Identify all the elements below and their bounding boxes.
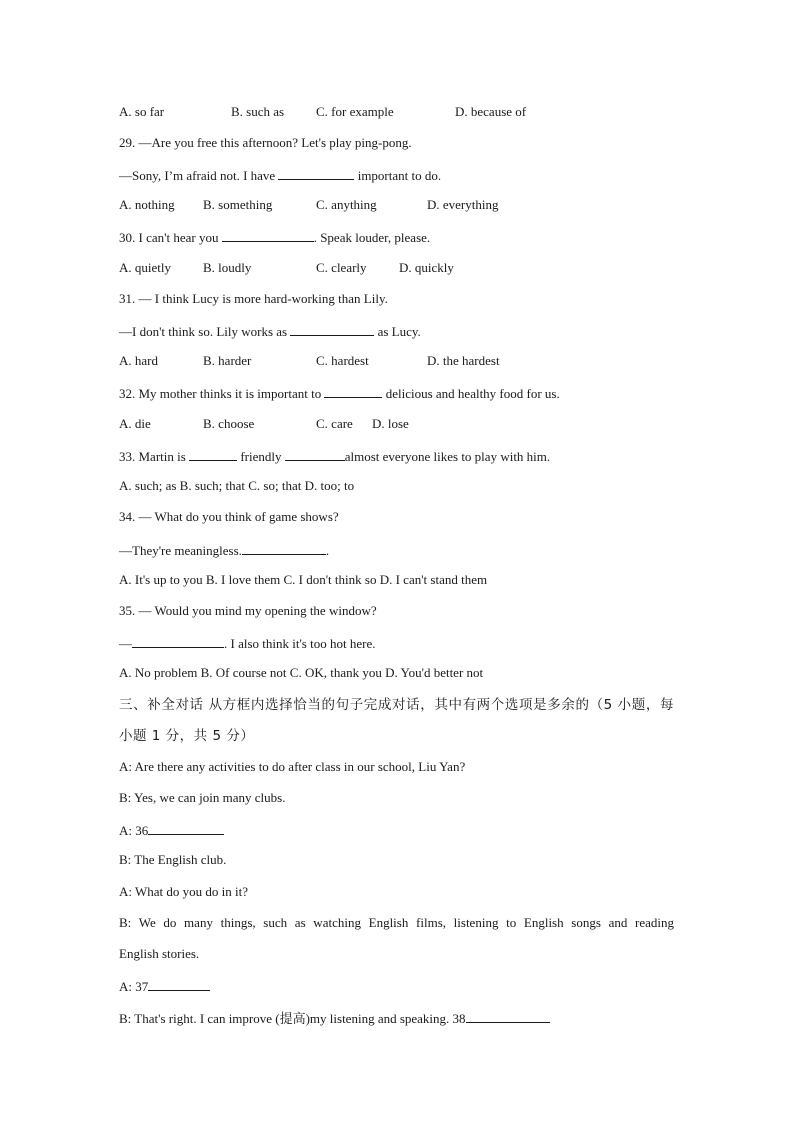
dialog-line-7: English stories. [119, 946, 200, 961]
q31-stem: 31. — I think Lucy is more hard-working than Lily. [119, 291, 388, 306]
q28-option-c: C. for example [316, 104, 394, 119]
q30-option-d: D. quickly [399, 260, 454, 275]
q30-blank [222, 228, 314, 242]
q29-option-b: B. something [203, 197, 273, 212]
q34-options: A. It's up to you B. I love them C. I don't think so D. I can't stand them [119, 572, 488, 587]
q35-reply: — . I also think it's too hot here. [119, 636, 376, 651]
q29-reply: —Sony, I’m afraid not. I have important to do. [119, 168, 442, 183]
q30-stem: 30. I can't hear you . Speak louder, please. [119, 230, 431, 245]
q37-blank [148, 977, 210, 991]
q36-blank [148, 821, 224, 835]
q33-options: A. such; as B. such; that C. so; that D. too; to [119, 478, 355, 493]
q32-option-b: B. choose [203, 416, 255, 431]
dialog-line-4: B: The English club. [119, 852, 227, 867]
q31-options [119, 353, 679, 369]
q38-blank [466, 1009, 550, 1023]
q31-blank [290, 322, 374, 336]
q32-option-d: D. lose [372, 416, 409, 431]
q31-option-a: A. hard [119, 353, 158, 368]
q31-option-d: D. the hardest [427, 353, 500, 368]
dialog-line-6: B: We do many things, such as watching English films, listening to English songs and reading [119, 915, 674, 930]
q32-stem: 32. My mother thinks it is important to delicious and healthy food for us. [119, 386, 560, 401]
q30-option-c: C. clearly [316, 260, 367, 275]
dialog-line-2: B: Yes, we can join many clubs. [119, 790, 286, 805]
q29-blank [278, 166, 354, 180]
q28-option-b: B. such as [231, 104, 285, 119]
q34-stem: 34. — What do you think of game shows? [119, 509, 339, 524]
q32-option-a: A. die [119, 416, 151, 431]
q33-blank-2 [285, 447, 345, 461]
dialog-line-5: A: What do you do in it? [119, 884, 249, 899]
q33-blank-1 [189, 447, 237, 461]
q29-option-c: C. anything [316, 197, 377, 212]
q29-stem: 29. —Are you free this afternoon? Let's play ping-pong. [119, 135, 412, 150]
q35-blank [132, 634, 224, 648]
section-heading-line-1: 三、补全对话 从方框内选择恰当的句子完成对话，其中有两个选项是多余的（5 小题，每 [119, 697, 674, 713]
q31-reply: —I don't think so. Lily works as as Lucy. [119, 324, 421, 339]
q28-option-a: A. so far [119, 104, 165, 119]
q29-option-d: D. everything [427, 197, 499, 212]
q30-option-b: B. loudly [203, 260, 252, 275]
q29-options [119, 197, 679, 213]
q32-option-c: C. care [316, 416, 353, 431]
section-heading-line-2: 小题 1 分，共 5 分） [119, 728, 255, 744]
dialog-line-8: A: 37 [119, 977, 210, 995]
q28-option-d: D. because of [455, 104, 527, 119]
q29-option-a: A. nothing [119, 197, 175, 212]
q35-stem: 35. — Would you mind my opening the window? [119, 603, 377, 618]
dialog-line-9: B: That's right. I can improve (提高)my listening and speaking. 38 [119, 1009, 550, 1027]
q35-options: A. No problem B. Of course not C. OK, thank you D. You'd better not [119, 665, 484, 680]
q30-option-a: A. quietly [119, 260, 171, 275]
q32-blank [324, 384, 382, 398]
q28-options [119, 104, 679, 120]
q33-stem: 33. Martin is friendly almost everyone likes to play with him. [119, 449, 551, 464]
dialog-line-1: A: Are there any activities to do after class in our school, Liu Yan? [119, 759, 466, 774]
dialog-line-3: A: 36 [119, 821, 224, 839]
q34-blank [242, 541, 326, 555]
q31-option-c: C. hardest [316, 353, 369, 368]
q32-options [119, 416, 679, 432]
q34-reply: —They're meaningless. . [119, 543, 330, 558]
q31-option-b: B. harder [203, 353, 252, 368]
q30-options [119, 260, 679, 276]
